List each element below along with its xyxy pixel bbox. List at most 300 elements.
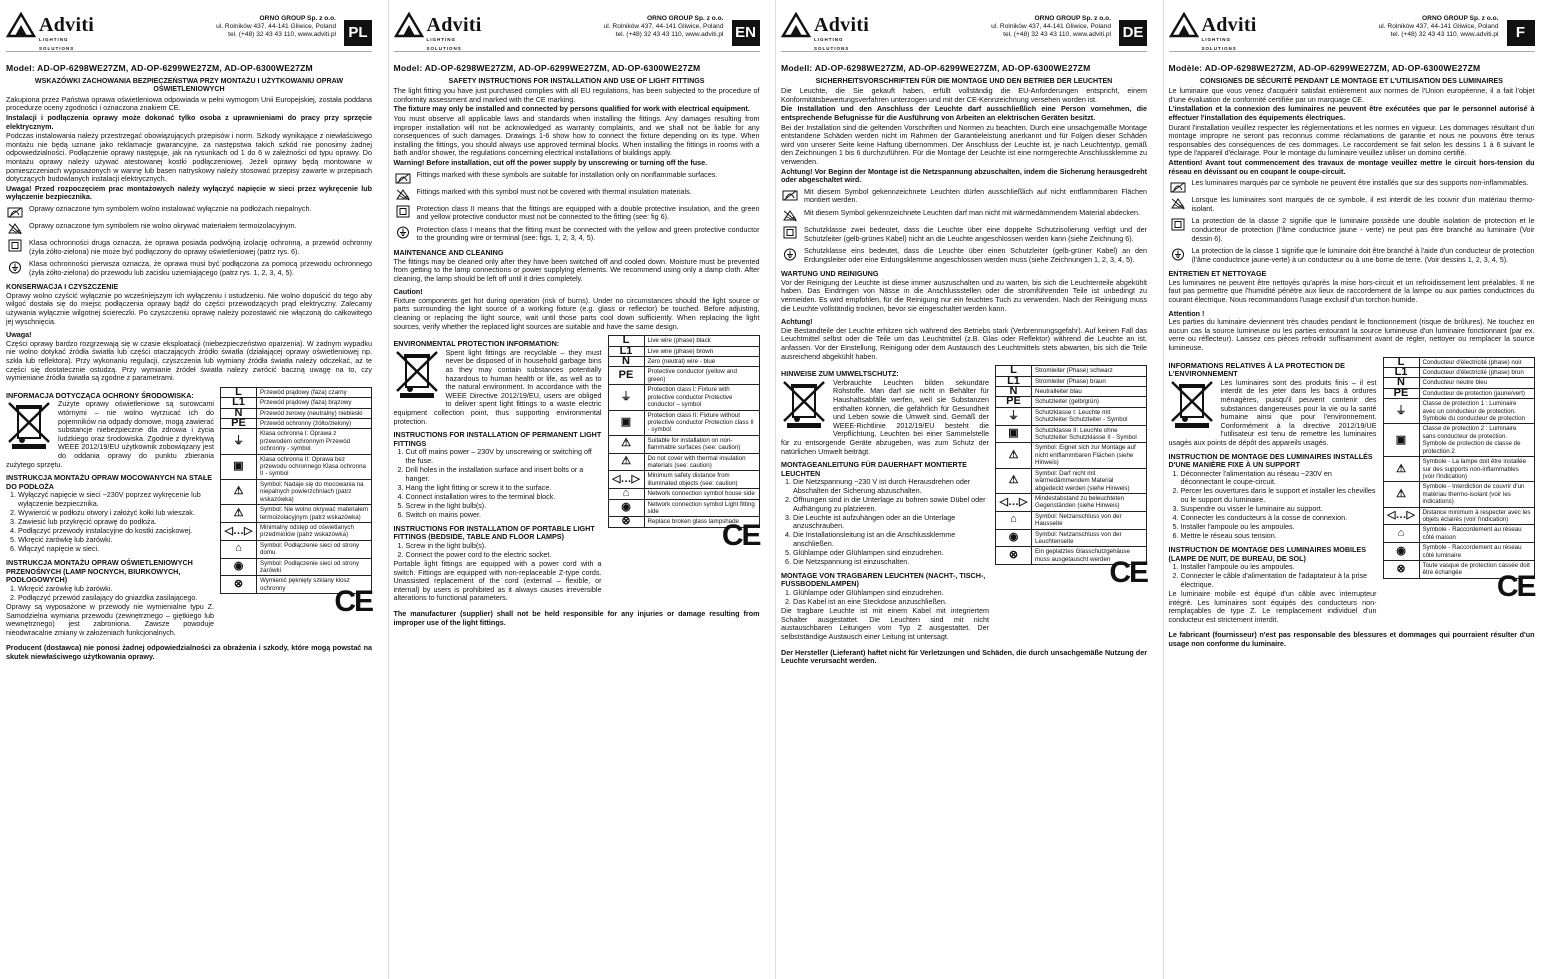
portable-text: Die tragbare Leuchte ist mit einem Kabel mit integriertem Schalter ausgestattet. Die Leuchten sind mit nicht austauschbaren Leitungen vom Typ Z ausgestattet. Der selbstständige Austausch einer Leitung ist untersagt. xyxy=(781,606,989,641)
portable-step: 1. Installer l'ampoule ou les ampoules. xyxy=(1181,563,1377,572)
table-row xyxy=(1383,399,1534,424)
symbol-cell: N xyxy=(996,387,1032,397)
model-line: Model: AD-OP-6298WE27ZM, AD-OP-6299WE27ZM, AD-OP-6300WE27ZM xyxy=(393,63,701,73)
symbol-cell: ⏚ xyxy=(221,429,257,454)
section-title: SICHERHEITSVORSCHRIFTEN FÜR DIE MONTAGE UND DEN BETRIEB DER LEUCHTEN xyxy=(815,76,1113,85)
brand-logo xyxy=(781,12,870,51)
symbol-row xyxy=(6,222,372,236)
wiring-table xyxy=(1383,357,1535,579)
description-cell: Zero (neutral) wire - blue xyxy=(644,357,759,367)
portable-step: 2. Podłączyć przewód zasilający do gniazdka zasilającego. xyxy=(18,594,214,603)
company-address xyxy=(991,15,1111,39)
symbol-cell: ⚠ xyxy=(608,453,644,471)
install-steps xyxy=(1169,470,1377,541)
symbol-cell: PE xyxy=(996,397,1032,407)
install-step: 3. Hang the light fitting or screw it to the surface. xyxy=(406,484,602,493)
description-cell: Classe de protection 2 : Luminaire sans conducteur de protection. Symbole de protection de classe de protection 2 xyxy=(1419,424,1534,457)
ce-mark-icon: CE xyxy=(1109,556,1147,590)
company-name: ORNO GROUP Sp. z o.o. xyxy=(1422,15,1499,22)
intro-bold-text: Die Installation und den Anschluss der Leuchte darf ausschließlich eine Person vornehmen, die entsprechende Befugnisse für die Ausführung von Arbeiten an elektrischen Geräten besitzt. xyxy=(781,104,1147,122)
caution-title: Caution! xyxy=(393,287,423,297)
symbol-cell: N xyxy=(1383,378,1419,388)
class-ii-icon xyxy=(394,205,412,219)
table-row xyxy=(608,346,759,356)
symbol-row xyxy=(1169,196,1535,214)
maintenance-title: MAINTENANCE AND CLEANING xyxy=(393,247,504,257)
class-i-icon xyxy=(781,247,799,261)
install-step: 5. Installer l'ampoule ou les ampoules. xyxy=(1181,523,1377,532)
table-row xyxy=(996,468,1147,493)
install-step: 5. Wkręcić żarówkę lub żarówki. xyxy=(18,536,214,545)
install-title: INSTRUCTIONS FOR INSTALLATION OF PERMANENT LIGHT FITTINGS xyxy=(393,430,602,448)
symbol-cell: L1 xyxy=(996,376,1032,386)
company-address xyxy=(1379,15,1499,39)
installation-text: Podczas instalowania należy przestrzegać obowiązujących przepisów i norm. Szkody wynikające z niewłaściwego montażu nie będą uznane jako reklamacje gwarancyjne, za następstwa takich szkód nie ponosimy żadnej odpowiedzialności. Podłączenie oprawy następuje, jak na rysunkach od 1 do 6 w zależności od typu oprawy. Do montażu oprawy należy używać atestowanej kostki podłączeniowej. Jeżeli oprawy będą montowane w pomieszczeniach wyposażonych w wannę lub basen natryskowy należy stosować przepisy zawarte w przepisach dotyczących budowlanych instalacji elektrycznych. xyxy=(6,131,372,184)
wiring-table xyxy=(220,387,372,594)
language-badge: F xyxy=(1507,20,1535,46)
description-cell: Network connection symbol house side xyxy=(644,489,759,499)
company-street: ul. Rolników 437, 44-141 Gliwice, Poland xyxy=(1378,23,1499,30)
install-step: 1. Die Netzspannung ~230 V ist durch Herausdrehen oder Abschalten der Sicherung abzuschalten. xyxy=(793,478,989,495)
install-step: 2. Öffnungen sind in die Unterlage zu bohren sowie Dübel oder Aufhängung zu platzieren. xyxy=(793,496,989,513)
install-step: 5. Glühlampe oder Glühlampen sind einzudrehen. xyxy=(793,549,989,558)
description-cell: Symbol: Netzanschluss von der Hausseite xyxy=(1032,511,1147,529)
flammable-surface-icon xyxy=(394,171,412,185)
model-line: Modell: AD-OP-6298WE27ZM, AD-OP-6299WE27ZM, AD-OP-6300WE27ZM xyxy=(781,63,1091,73)
wiring-table-wrap xyxy=(1383,357,1535,626)
environment-paragraph xyxy=(781,379,989,456)
symbol-row xyxy=(1169,247,1535,265)
description-cell: Stromleiter (Phase) braun xyxy=(1032,376,1147,386)
company-street: ul. Rolników 437, 44-141 Gliwice, Poland xyxy=(991,23,1111,30)
language-badge: PL xyxy=(344,20,372,46)
caution-text: Części oprawy bardzo rozgrzewają się w czasie eksploatacji (niebezpieczeństwo oparzenia). W żadnym wypadku nie wolno dotykać źródła światła lub części otaczających źródło światła (działającej oprawy oświetleniowej np. szkła lub reflektora). Przy wykonaniu regulacji, czyszczenia lub wymiany źródła światła należy odczekać, aż te części się dostatecznie ostudzą. Przy wymianie źródeł światła należy zwrócić baczną uwagę na to, czy wymieniane źródła światła są zgodne z parametrami. xyxy=(6,338,372,383)
table-row xyxy=(608,489,759,499)
symbol-text: Fittings marked with these symbols are suitable for installation only on nonflammable surfaces. xyxy=(416,169,718,179)
environment-paragraph xyxy=(394,349,602,426)
install-step: 1. Cut off mains power – 230V by unscrewing or switching off the fuse. xyxy=(406,448,602,465)
maintenance-text: Les luminaires ne peuvent être nettoyés qu'après la mise hors-circuit et un refroidissement lent préalables. Il ne faut pas permettre que l'humidité pénètre aux lieux de raccordement de la lampe ou aux parties conductrices du courant électrique. Nous recommandons l'usage exclusif d'un torchon humide. xyxy=(1168,277,1535,305)
install-step: 3. Suspendre ou visser le luminaire au support. xyxy=(1181,505,1377,514)
symbol-text: Schutzklasse zwei bedeutet, dass die Leuchte über eine doppelte Schutzisolierung verfügt und der Schutzleiter (gelb-grünes Kabel) nicht an die Leuchte angeschlossen werden kann (siehe Zeichnung 6). xyxy=(804,224,1147,243)
language-badge: DE xyxy=(1119,20,1147,46)
weee-bin-icon xyxy=(394,349,440,399)
ce-mark-icon: CE xyxy=(721,518,760,552)
description-cell: Klasa ochronna I: Oprawa z przewodem ochronnym Przewód ochronny - symbol xyxy=(257,429,372,454)
caution-title: Uwaga! xyxy=(6,330,32,340)
wiring-table-wrap xyxy=(220,387,372,639)
symbol-cell: ⚠ xyxy=(1383,457,1419,482)
description-cell: Minimum safety distance from illuminated objects (see: caution) xyxy=(644,471,759,489)
environment-text: Verbrauchte Leuchten bilden sekundäre Rohstoffe. Man darf sie nicht in Behälter für Haushaltsabfälle werfen, weil sie Substanzen enthalten können, die gefährlich für Gesundheit und Leben sowie die Umwelt sind. Gemäß der WEEE-Richtlinie 2012/19/EU besteht die Verpflichtung, Leuchten bei einer Sammelstelle für zu entsorgende Geräte abzugeben, was zum Schutz der natürlichen Umwelt beiträgt. xyxy=(781,377,989,456)
table-row xyxy=(996,425,1147,443)
symbol-cell: ▣ xyxy=(608,410,644,435)
table-row xyxy=(608,435,759,453)
brand-name: Adviti xyxy=(426,13,482,36)
portable-steps xyxy=(781,589,989,607)
brand-tagline: LIGHTING SOLUTIONS xyxy=(39,37,75,51)
adviti-logo-icon xyxy=(1169,12,1199,38)
table-row xyxy=(608,471,759,489)
symbol-cell: ◉ xyxy=(996,529,1032,547)
portable-step: 2. Connect the power cord to the electric socket. xyxy=(406,551,602,560)
install-step: 1. Déconnecter l'alimentation au réseau ~230V en déconnectant le coupe-circuit. xyxy=(1181,470,1377,487)
wiring-table-wrap xyxy=(608,335,760,604)
brand-tagline: LIGHTING SOLUTIONS xyxy=(426,37,462,51)
manual-column-en xyxy=(388,0,766,979)
description-cell: Live wire (phase) black xyxy=(644,336,759,346)
class-i-icon xyxy=(6,260,24,274)
class-ii-icon xyxy=(781,226,799,240)
environment-title: HINWEISE ZUM UMWELTSCHUTZ: xyxy=(781,369,899,379)
symbol-cell: ◉ xyxy=(221,558,257,576)
table-row xyxy=(608,385,759,410)
description-cell: Do not cover with thermal insulation materials (see: caution) xyxy=(644,453,759,471)
symbol-cell: PE xyxy=(221,419,257,429)
column-divider xyxy=(775,0,776,979)
brand-logo xyxy=(1169,12,1257,51)
maintenance-title: KONSERWACJA I CZYSZCZENIE xyxy=(6,282,119,292)
symbol-cell: ⊗ xyxy=(1383,560,1419,578)
symbol-cell: ◁…▷ xyxy=(608,471,644,489)
description-cell: Distance minimum à respecter avec les objets éclairés (voir l'indication) xyxy=(1419,507,1534,525)
symbol-cell: ◁…▷ xyxy=(221,522,257,540)
description-cell: Symbole - Interdiction de couvrir d'un matériau thermo-isolant (voir les indications) xyxy=(1419,482,1534,507)
description-cell: Protection class II: Fixture without protective conductor Protection class II - symbol xyxy=(644,410,759,435)
company-contact: tel. (+48) 32 43 43 110, www.adviti.pl xyxy=(1003,31,1111,38)
brand-name: Adviti xyxy=(1201,13,1257,36)
symbol-row xyxy=(1169,179,1535,193)
description-cell: Przewód zerowy (neutralny) niebieski xyxy=(257,408,372,418)
symbol-row xyxy=(1169,217,1535,244)
thermal-insulation-icon xyxy=(394,188,412,202)
table-row xyxy=(221,558,372,576)
portable-step: 1. Glühlampe oder Glühlampen sind einzudrehen. xyxy=(793,589,989,598)
symbol-text: Klasa ochronności druga oznacza, że oprawa posiada podwójną izolację ochronną, a przewód ochronny (żyła żółto-zielona) nie może być podłączony do oprawy oświetleniowej (patrz rys. 6). xyxy=(29,237,372,256)
install-step: 5. Screw in the light bulb(s). xyxy=(406,502,602,511)
wiring-table-wrap xyxy=(995,365,1147,642)
environment-title: INFORMACJA DOTYCZĄCA OCHRONY ŚRODOWISKA: xyxy=(6,390,194,400)
description-cell: Live wire (phase) brown xyxy=(644,346,759,356)
symbol-cell: ⚠ xyxy=(221,505,257,523)
description-cell: Symbol: Nadaje się do mocowania na niepalnych powierzchniach (patrz wskazówka) xyxy=(257,479,372,504)
symbol-text: La protection de la classe 2 signifie que le luminaire possède une double isolation de protection et le conducteur de protection (l'âme conductrice jaune - verte) ne peut pas être branché au luminaire (Voir dessin 6). xyxy=(1191,216,1535,243)
environment-text: Zużyte oprawy oświetleniowe są surowcami wtórnymi – nie wolno wyrzucać ich do pojemników na odpady domowe, mogą zawierać substancje niebezpieczne dla zdrowia i życia ludzkiego oraz środowiska. Zgodnie z dyrektywą WEEE 2012/19/EU użytkownik zobowiązany jest do oddania oprawy do punktu zbierania zużytego sprzętu. xyxy=(6,399,214,469)
portable-step: 1. Wkręcić żarówkę lub żarówki. xyxy=(18,585,214,594)
brand-logo xyxy=(6,12,95,51)
description-cell: Conducteur neutre bleu xyxy=(1419,378,1534,388)
maintenance-text: The fittings may be cleaned only after they have been switched off and cooled down. Moisture must be prevented from getting to the lamp connections or power supplying elements. We recommend using only a damp cloth. After cleaning, the lamp should be left off until it dries completely. xyxy=(393,256,760,283)
section-title: SAFETY INSTRUCTIONS FOR INSTALLATION AND USE OF LIGHT FITTINGS xyxy=(448,76,705,85)
installation-text: You must observe all applicable laws and standards when installing the fittings. Any damages resulting from improper installation will not be acknowledged as warranty complaints, and we shall not be liable for any consequences of such damages. Drawings 1-6 show how to connect the fixture depending on its type. When installing the fittings, you should always use approved terminal blocks. When installing the fittings in rooms with a bath and/or shower, the regulations concerning electrical installations of buildings apply. xyxy=(393,113,760,158)
column-header xyxy=(1169,6,1535,52)
description-cell: Przewód prądowy (faza) brązowy xyxy=(257,398,372,408)
table-row xyxy=(608,367,759,385)
installation-text: Durant l'installation veuillez respecter les réglementations et les normes en vigueur. Les dommages résultant d'un montage impropre ne seront pas reconnus comme réclamations de garantie et nous ne pouvons être tenus responsables des conséquences de ces dommages. Le raccordement se fait selon les dessins 1 à 6 suivant le type de l'appareil d'éclairage. Pour le montage du luminaire veuillez utiliser un domino certifié. xyxy=(1168,122,1535,158)
symbol-row xyxy=(6,260,372,278)
symbol-cell: PE xyxy=(1383,388,1419,398)
description-cell: Schutzklasse II: Leuchte ohne Schutzleiter Schutzklasse II - Symbol xyxy=(1032,425,1147,443)
portable-title: INSTRUKCJA MONTAŻU OPRAW OŚWIETLENIOWYCH PRZENOŚNYCH (LAMP NOCNYCH, BIURKOWYCH, PODŁOGOWYCH) xyxy=(6,558,193,585)
portable-title: INSTRUCTION DE MONTAGE DES LUMINAIRES MOBILES (LAMPE DE NUIT, DE BUREAU, DE SOL) xyxy=(1168,545,1367,563)
table-row xyxy=(1383,507,1534,525)
symbol-cell: ⚠ xyxy=(1383,482,1419,507)
description-cell: Protective conductor (yellow and green) xyxy=(644,367,759,385)
portable-text: Oprawy są wyposażone w przewody nie wymienialne typu Z. Samodzielna wymiana przewodu (zewnętrznego – giętkiego lub wewnętrznego) jest zabroniona. Zawsze powoduje nieodwracalne zmiany w założeniach funkcjonalnych. xyxy=(6,601,214,637)
symbol-row xyxy=(6,239,372,257)
symbol-cell: ◁…▷ xyxy=(996,493,1032,511)
symbol-cell: L1 xyxy=(221,398,257,408)
model-line: Model: AD-OP-6298WE27ZM, AD-OP-6299WE27ZM, AD-OP-6300WE27ZM xyxy=(6,63,313,73)
symbol-cell: ⚠ xyxy=(996,443,1032,468)
description-cell: Symbol: Darf nicht mit wärmedämmendem Material abgedeckt werden (siehe Hinweis) xyxy=(1032,468,1147,493)
symbol-row xyxy=(781,188,1147,206)
warning-text: Uwaga! Przed rozpoczęciem prac montażowych należy wyłączyć napięcie w sieci przez wykręcenie lub wyłączenie bezpiecznika. xyxy=(6,183,372,202)
install-step: 4. Connecter les conducteurs à la cosse de connexion. xyxy=(1181,514,1377,523)
install-title: INSTRUCTION DE MONTAGE DES LUMINAIRES INSTALLÉS D'UNE MANIÈRE FIXE À UN SUPPORT xyxy=(1168,451,1373,470)
install-step: 6. Switch on mains power. xyxy=(406,511,602,520)
description-cell: Stromleiter (Phase) schwarz xyxy=(1032,366,1147,376)
column-header xyxy=(781,6,1147,52)
symbol-row xyxy=(781,247,1147,265)
company-name: ORNO GROUP Sp. z o.o. xyxy=(259,15,336,22)
description-cell: Symbole - Raccordement au réseau côté luminaire xyxy=(1419,543,1534,561)
environment-text: Spent light fittings are recyclable – they must never be disposed of in household garbage bins as they may contain substances potentially hazardous to human health or life, as well as to the natural environment. In accordance with the WEEE Directive 2012/19/EU, users are obliged to deliver spent light fittings to a waste electric equipment collection point, thus supporting environmental protection. xyxy=(393,347,602,426)
environment-title: ENVIRONMENTAL PROTECTION INFORMATION: xyxy=(393,339,560,349)
symbol-row xyxy=(6,205,372,219)
table-row xyxy=(996,397,1147,407)
install-step: 6. Die Netzspannung ist einzuschalten. xyxy=(793,558,989,567)
portable-title: INSTRUCTIONS FOR INSTALLATION OF PORTABLE LIGHT FITTINGS (BEDSIDE, TABLE AND FLOOR LAMPS) xyxy=(393,523,595,542)
table-row xyxy=(996,529,1147,547)
portable-text: Portable light fittings are equipped with a power cord with a switch. Fittings are equipped with non-replaceable Z-type cords. Unassisted replacement of the cord (external – flexible, or internal) by users is prohibited as it always causes irreversible alterations to functional parameters. xyxy=(393,559,602,603)
company-name: ORNO GROUP Sp. z o.o. xyxy=(1034,15,1111,22)
symbol-text: Fittings marked with this symbol must not be covered with thermal insulation materials. xyxy=(416,186,692,196)
install-steps xyxy=(394,448,602,519)
description-cell: Network connection symbol Light fitting side xyxy=(644,499,759,517)
symbol-cell: ⊗ xyxy=(221,576,257,594)
class-ii-icon xyxy=(1169,217,1187,231)
table-row xyxy=(996,511,1147,529)
manual-column-f xyxy=(1163,0,1541,979)
table-row xyxy=(996,443,1147,468)
symbol-cell: ⏚ xyxy=(996,407,1032,425)
symbol-row xyxy=(394,226,760,244)
model-line: Modèle: AD-OP-6298WE27ZM, AD-OP-6299WE27ZM, AD-OP-6300WE27ZM xyxy=(1168,63,1481,73)
description-cell: Neutralleiter blau xyxy=(1032,387,1147,397)
install-title: MONTAGEANLEITUNG FÜR DAUERHAFT MONTIERTE LEUCHTEN xyxy=(781,460,967,478)
symbol-cell: ⌂ xyxy=(1383,525,1419,543)
warning-text: Attention! Avant tout commencement des travaux de montage veuillez mettre le circuit hors-tension du réseau en dévissant ou en coupant le coupe-circuit. xyxy=(1168,157,1535,176)
intro-bold-text: Instalacji i podłączenia oprawy może dokonać tylko osoba z uprawnieniami do pracy przy sprzęcie elektrycznym. xyxy=(6,112,372,131)
install-step: 4. Podłączyć przewody instalacyjne do kostki zaciskowej. xyxy=(18,527,214,536)
description-cell: Toute vasque de protection cassée doit être échangée xyxy=(1419,560,1534,578)
table-row xyxy=(221,454,372,479)
symbol-cell: L1 xyxy=(1383,368,1419,378)
company-address xyxy=(216,15,336,39)
instructions-block xyxy=(394,335,760,604)
symbol-text: Klasa ochronności pierwsza oznacza, że oprawa musi być podłączona za pomocą przewodu ochronnego (żyła żółto-zielona) do przewodu lub zacisku uziemiającego (patrz rys. 1, 2, 3, 4, 5). xyxy=(29,259,372,277)
environment-text: Les luminaires sont des produits finis – il est interdit de les jeter dans les bacs à ordures ménagères, puisqu'il peuvent contenir des substances dangereuses pour la vie ou la santé humaine ainsi que pour l'environnement. Conformément à la directive 2012/19/UE l'utilisateur est tenu de remettre les luminaires usagés aux points de dépôt des appareils usagés. xyxy=(1168,377,1377,447)
caution-text: Les parties du luminaire deviennent très chaudes pendant le fonctionnement (risque de brûlures). Ne touchez en aucun cas la source lumineuse ou les parties entourant la source lumineuse d'un luminaire fonctionnant (par ex. verre ou réflecteur). Laissez ces pièces refroidir suffisamment avant de régler, nettoyer ou remplacer la source lumineuse. xyxy=(1168,317,1535,353)
thermal-insulation-icon xyxy=(781,209,799,223)
liability-footer: Producent (dostawca) nie ponosi żadnej odpowiedzialności za obrażenia i szkody, które mogą powstać na skutek niewłaściwego użytkowania oprawy. xyxy=(6,643,372,661)
adviti-logo-icon xyxy=(781,12,811,38)
flammable-surface-icon xyxy=(6,205,24,219)
symbol-cell: ◁…▷ xyxy=(1383,507,1419,525)
installation-text: Bei der Installation sind die geltenden Vorschriften und Normen zu beachten. Durch eine unsachgemäße Montage entstandene Schäden werden nicht im Rahmen der Garantieleistung anerkannt und für Folgen dieser Schäden wird von unserer Seite keine Haftung übernommen. Der Anschluss der Leuchte ist, je nach Leuchtentyp, gemäß den Zeichnungen 1 bis 6 durchzuführen. Für die Montage der Leuchte ist eine normgerechte Anschlussklemme zu verwenden. xyxy=(781,122,1147,166)
section-title: WSKAZÓWKI ZACHOWANIA BEZPIECZEŃSTWA PRZY MONTAŻU I UŻYTKOWANIU OPRAW OŚWIETLENIOWYCH xyxy=(34,76,344,94)
symbol-cell: ▣ xyxy=(1383,424,1419,457)
description-cell: Conducteur d'électricité (phase) brun xyxy=(1419,368,1534,378)
intro-text: Zakupiona przez Państwa oprawa oświetleniowa odpowiada w pełni wymogom Unii Europejskiej, została poddana procedurze oceny zgodności i oznaczona znakiem CE. xyxy=(6,94,372,113)
portable-steps xyxy=(394,542,602,560)
table-row xyxy=(996,493,1147,511)
table-row xyxy=(221,540,372,558)
symbol-row xyxy=(394,205,760,223)
description-cell: Symbol: Eignet sich zur Montage auf nicht entflammbaren Flächen (siehe Hinweis) xyxy=(1032,443,1147,468)
symbol-cell: N xyxy=(608,357,644,367)
section-title: CONSIGNES DE SÉCURITÉ PENDANT LE MONTAGE ET L'UTILISATION DES LUMINAIRES xyxy=(1200,76,1503,85)
weee-bin-icon xyxy=(1169,379,1215,429)
symbol-cell: ◉ xyxy=(608,499,644,517)
table-row xyxy=(1383,424,1534,457)
portable-steps xyxy=(6,585,214,603)
symbol-text: Schutzklasse eins bedeutet, dass die Leuchte über einen Schutzleiter (gelb-grüner Kabel) an den Erdungsleiter oder eine Erdungsklemme angeschlossen werden muss (siehe Zeichnungen 1, 2, 3, 4, 5). xyxy=(804,246,1147,264)
symbol-cell: L xyxy=(1383,357,1419,367)
symbol-text: Mit diesem Symbol gekennzeichnete Leuchten darf man nicht mit wärmedämmendem Material abdecken. xyxy=(804,207,1140,217)
table-row xyxy=(608,499,759,517)
symbol-cell: L1 xyxy=(608,346,644,356)
description-cell: Przewód ochronny (żółto/zielony) xyxy=(257,419,372,429)
table-row xyxy=(608,453,759,471)
company-contact: tel. (+48) 32 43 43 110, www.adviti.pl xyxy=(615,31,724,38)
company-contact: tel. (+48) 32 43 43 110, www.adviti.pl xyxy=(228,31,336,38)
symbol-cell: ◉ xyxy=(1383,543,1419,561)
description-cell: Wymienić pęknięty szklany klosz ochronny xyxy=(257,576,372,594)
description-cell: Minimalny odstęp od oświetlanych przedmiotów (patrz wskazówka) xyxy=(257,522,372,540)
symbol-row xyxy=(394,188,760,202)
portable-step: 2. Das Kabel ist an eine Steckdose anzuschließen. xyxy=(793,598,989,607)
portable-text: Le luminaire mobile est équipé d'un câble avec interrupteur intégré. Les luminaires sont équipés des conducteurs non-remplaçables de type Z. Le remplacement individuel d'un conducteur est strictement interdit. xyxy=(1168,588,1377,624)
maintenance-text: Vor der Reinigung der Leuchte ist diese immer auszuschalten und zu warten, bis sich die Leuchtenteile abgekühlt haben. Das Eindringen von Nässe in die Anschlussstellen oder die stromführenden Teile ist unbedingt zu vermeiden. Es wird empfohlen, für die Reinigung nur ein feuchtes Tuch zu verwenden. Nach der Reinigung muss die Leuchte vollständig trocknen, bevor sie eingeschaltet werden kann. xyxy=(781,277,1147,313)
description-cell: Replace broken glass lampshade xyxy=(644,517,759,527)
description-cell: Symbol: Podłączenie sieci od strony żarówki xyxy=(257,558,372,576)
symbol-cell: L xyxy=(221,387,257,397)
symbol-cell: L xyxy=(608,336,644,346)
symbol-cell: ▣ xyxy=(221,454,257,479)
symbol-cell: ⚠ xyxy=(221,479,257,504)
adviti-logo-icon xyxy=(6,12,36,38)
symbol-text: Protection class II means that the fittings are equipped with a double protective insulation, and the green and yellow protective conductor must not be connected to the fitting (see: fig 6). xyxy=(416,203,760,222)
symbol-cell: ⊗ xyxy=(608,517,644,527)
symbol-text: La protection de la classe 1 signifie que le luminaire doit être branché à l'aide d'un conducteur de protection (l'âme conductrice jaune-verte) à un conducteur ou à une borne de terre. (Voir dessins 1, 2, 3, 4, 5). xyxy=(1191,246,1535,264)
table-row xyxy=(1383,457,1534,482)
ce-mark-icon: CE xyxy=(1496,569,1535,603)
company-address xyxy=(604,15,724,39)
install-step: 6. Włączyć napięcie w sieci. xyxy=(18,545,214,554)
symbol-cell: ▣ xyxy=(996,425,1032,443)
table-row xyxy=(1383,482,1534,507)
symbol-cell: ⏚ xyxy=(1383,399,1419,424)
warning-text: Warning! Before installation, cut off the power supply by unscrewing or turning off the fuse. xyxy=(393,157,708,167)
install-step: 4. Die Installationsleitung ist an die Anschlussklemme anschließen. xyxy=(793,531,989,548)
brand-logo xyxy=(394,12,482,51)
install-step: 6. Mettre le réseau sous tension. xyxy=(1181,532,1377,541)
caution-title: Attention ! xyxy=(1168,308,1205,318)
table-row xyxy=(996,407,1147,425)
symbol-cell: ⌂ xyxy=(996,511,1032,529)
table-row xyxy=(221,419,372,429)
liability-footer: Le fabricant (fournisseur) n'est pas responsable des blessures et dommages qui pourraient résulter d'un usage non conforme du luminaire. xyxy=(1168,630,1535,648)
symbol-cell: ⊗ xyxy=(996,547,1032,565)
company-street: ul. Rolników 437, 44-141 Gliwice, Poland xyxy=(603,23,724,30)
brand-tagline: LIGHTING SOLUTIONS xyxy=(1201,37,1237,51)
symbol-cell: N xyxy=(221,408,257,418)
symbol-cell: PE xyxy=(608,367,644,385)
install-step: 3. Die Leuchte ist aufzuhängen oder an die Unterlage anzuschrauben. xyxy=(793,514,989,531)
manual-column-de xyxy=(775,0,1153,979)
instructions-text xyxy=(1169,357,1383,626)
symbol-row xyxy=(781,209,1147,223)
instructions-text xyxy=(6,387,220,639)
class-i-icon xyxy=(394,226,412,240)
caution-text: Die Bestandteile der Leuchte erhitzen sich während des Betriebs stark (Verbrennungsgefahr). Auf keinen Fall das Leuchtmittel selbst oder die Teile um das Leuchtmittel (z.B. Glas oder Reflektor) während die Leuchte an ist, anfassen. Vor der Einstellung, Reinigung oder dem Austausch des Leuchtmittels stets abwarten, bis sich die Teile ausreichend abgekühlt haben. xyxy=(781,325,1147,361)
column-divider xyxy=(1163,0,1164,979)
wiring-table xyxy=(995,365,1147,565)
thermal-insulation-icon xyxy=(6,222,24,236)
liability-footer: Der Hersteller (Lieferant) haftet nicht für Verletzungen und Schäden, die durch unsachgemäße Nutzung der Leuchte verursacht werden. xyxy=(781,647,1147,666)
description-cell: Conducteur d'électricité (phase) noir xyxy=(1419,357,1534,367)
install-step: 3. Zawiesić lub przykręcić oprawę do podłoża. xyxy=(18,518,214,527)
description-cell: Symbol: Netzanschluss von der Leuchtenseite xyxy=(1032,529,1147,547)
manual-column-pl xyxy=(0,0,378,979)
maintenance-title: WARTUNG UND REINIGUNG xyxy=(781,269,879,279)
table-row xyxy=(221,522,372,540)
symbol-text: Les luminaires marqués par ce symbole ne peuvent être installés que sur des supports non-inflammables. xyxy=(1191,178,1529,188)
column-header xyxy=(6,6,372,52)
symbol-text: Oprawy oznaczone tym symbolem wolno instalować wyłącznie na podłożach niepalnych. xyxy=(29,203,312,213)
table-row xyxy=(221,505,372,523)
table-row xyxy=(1383,525,1534,543)
install-step: 2. Drill holes in the installation surface and insert bolts or a hanger. xyxy=(406,466,602,483)
symbol-text: Mit diesem Symbol gekennzeichnete Leuchten dürfen ausschließlich auf nicht entflammbaren Flächen montiert werden. xyxy=(804,186,1147,205)
environment-paragraph xyxy=(6,400,214,469)
description-cell: Classe de protection 1 : Luminaire avec un conducteur de protection. Symbole du conducteur de protection xyxy=(1419,399,1534,424)
instructions-text xyxy=(781,365,995,642)
intro-text: Le luminaire que vous venez d'acquérir satisfait entièrement aux normes de l'Union européenne, il a fait l'objet d'une évaluation de conformité certifiée par un marquage CE. xyxy=(1168,86,1535,104)
description-cell: Klasa ochronna II: Oprawa bez przewodu ochronnego Klasa ochronna II - symbol xyxy=(257,454,372,479)
table-row xyxy=(608,357,759,367)
caution-text: Fixture components get hot during operation (risk of burns). Under no circumstances should the light source or parts surrounding the light source of a working fixture (e.g. glass or reflector) be touched. Before adjusting, cleaning or replacing the light source, wait until those parts cool down sufficiently. When replacing the light sources, verify whether the replaced light sources are suitable and have the same design. xyxy=(393,295,760,331)
table-row xyxy=(221,479,372,504)
class-i-icon xyxy=(1169,247,1187,261)
symbol-text: Protection class I means that the fitting must be connected with the yellow and green protective conductor to the grounding wire or terminal (see: figs. 1, 2, 3, 4, 5). xyxy=(416,224,760,243)
instructions-block xyxy=(6,387,372,639)
liability-footer: The manufacturer (supplier) shall not be held responsible for any injuries or damage resulting from improper use of the light fittings. xyxy=(393,608,760,627)
instructions-text xyxy=(394,335,608,604)
wiring-table xyxy=(608,335,760,528)
portable-title: MONTAGE VON TRAGBAREN LEUCHTEN (NACHT-, TISCH-, FUSSBODENLAMPEN) xyxy=(781,570,986,589)
thermal-insulation-icon xyxy=(1169,196,1187,210)
column-divider xyxy=(388,0,389,979)
brand-name: Adviti xyxy=(39,13,95,36)
portable-steps xyxy=(1169,563,1377,589)
environment-paragraph xyxy=(1169,379,1377,448)
portable-step: 1. Screw in the light bulb(s). xyxy=(406,542,602,551)
brand-name: Adviti xyxy=(814,13,870,36)
table-row xyxy=(1383,388,1534,398)
